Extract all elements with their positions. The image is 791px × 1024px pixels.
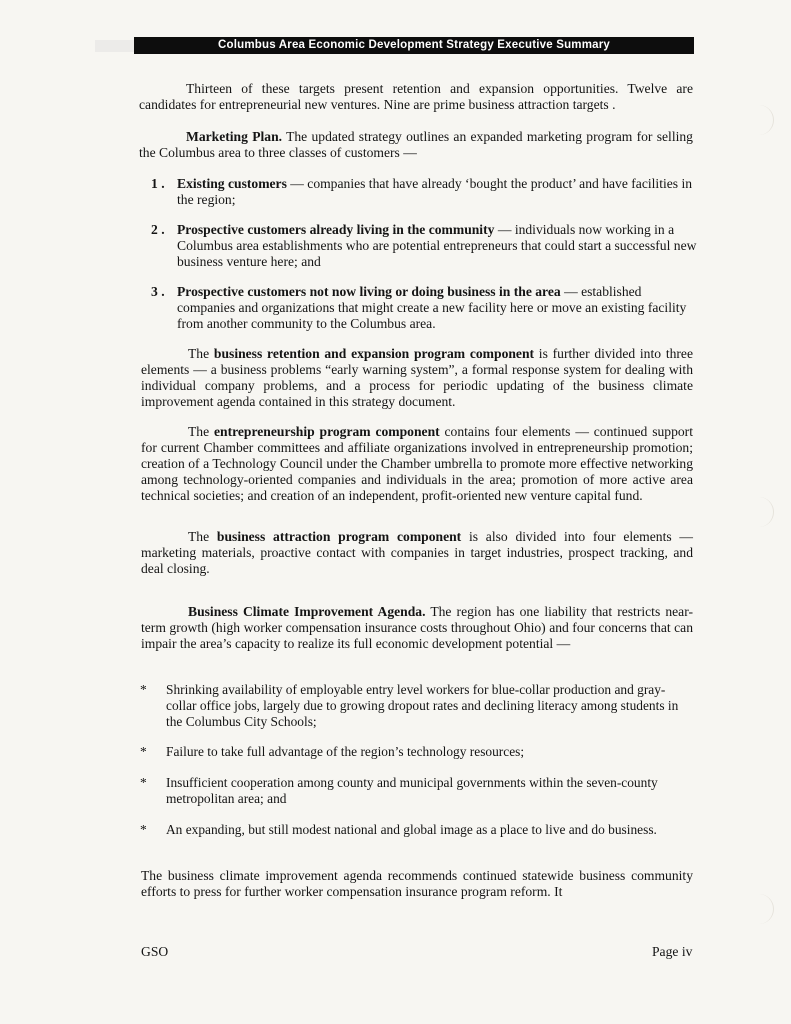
customer-text: — established companies and organizations that might create a new facility here or move an existing facility from another community to the Columbus area.	[177, 284, 687, 331]
customer-number: 3 .	[151, 284, 165, 299]
customer-text: — companies that have already ‘bought the product’ and have facilities in the region;	[177, 176, 693, 207]
customer-heading: Prospective customers not now living or doing business in the area	[177, 284, 561, 299]
concern-text: Failure to take full advantage of the region’s technology resources;	[166, 744, 525, 759]
customer-item-3	[151, 284, 697, 334]
marketing-plan-paragraph	[139, 129, 693, 161]
marketing-plan-text: The updated strategy outlines an expanded marketing program for selling the Columbus area to three classes of customers —	[139, 129, 693, 160]
scan-artifact	[95, 40, 135, 52]
retention-lead: The	[188, 346, 214, 361]
footer-org: GSO	[141, 944, 169, 959]
concern-item-3	[140, 775, 692, 809]
customer-item-1	[151, 176, 697, 210]
entrepreneurship-text: contains four elements — continued support for current Chamber committees and affiliate organizations involved in entrepreneurship promotion; creation of a Technology Council under the Chamber umbrella to promote more effective networking among technology-oriented companies and individuals in the area; promotion of more active area technical societies; and creation of an independent, profit-oriented new venture capital fund.	[141, 424, 693, 503]
entrepreneurship-lead: The	[188, 424, 214, 439]
closing-paragraph: The business climate improvement agenda recommends continued statewide business community efforts to press for further worker compensation insurance program reform. It	[141, 868, 693, 899]
customer-text: — individuals now working in a Columbus area establishments who are potential entrepreneurs that could start a successful new business venture here; and	[177, 222, 697, 269]
concern-text: An expanding, but still modest national and global image as a place to live and do business.	[166, 822, 657, 837]
bullet-asterisk: *	[140, 744, 147, 759]
punch-hole-mark	[755, 105, 774, 135]
customer-heading: Prospective customers already living in the community	[177, 222, 495, 237]
climate-text: The region has one liability that restricts near-term growth (high worker compensation insurance costs throughout Ohio) and four concerns that can impair the area’s capacity to realize its full economic development potential —	[141, 604, 693, 651]
punch-hole-mark	[755, 497, 774, 527]
intro-paragraph: Thirteen of these targets present retention and expansion opportunities. Twelve are candidates for entrepreneurial new ventures. Nine are prime business attraction targets .	[139, 81, 693, 112]
attraction-lead: The	[188, 529, 217, 544]
climate-paragraph	[141, 604, 693, 652]
attraction-paragraph	[141, 529, 693, 577]
customer-item-2	[151, 222, 697, 272]
retention-text: is further divided into three elements — a business problems “early warning system”, a formal response system for dealing with individual company problems, and a process for periodic updating of the business climate improvement agenda contained in this strategy document.	[141, 346, 693, 409]
marketing-plan-heading: Marketing Plan.	[186, 129, 283, 144]
bullet-asterisk: *	[140, 682, 147, 697]
bullet-asterisk: *	[140, 775, 147, 790]
entrepreneurship-paragraph	[141, 424, 693, 504]
attraction-text: is also divided into four elements — marketing materials, proactive contact with companies in target industries, prospect tracking, and deal closing.	[141, 529, 693, 576]
customer-heading: Existing customers	[177, 176, 287, 191]
retention-paragraph	[141, 346, 693, 410]
concern-text: Shrinking availability of employable entry level workers for blue-collar production and gray-collar office jobs, largely due to growing dropout rates and declining literacy among students in the Columbus City Schools;	[166, 682, 679, 729]
customer-number: 1 .	[151, 176, 165, 191]
attraction-heading: business attraction program component	[216, 529, 462, 544]
page-number: Page iv	[652, 944, 693, 959]
concern-item-2	[140, 744, 692, 762]
entrepreneurship-heading: entrepreneurship program component	[213, 424, 440, 439]
customer-number: 2 .	[151, 222, 165, 237]
concern-item-1	[140, 682, 692, 732]
bullet-asterisk: *	[140, 822, 147, 837]
retention-heading: business retention and expansion program component	[213, 346, 535, 361]
running-header: Columbus Area Economic Development Strategy Executive Summary	[134, 37, 694, 54]
concern-text: Insufficient cooperation among county and municipal governments within the seven-county metropolitan area; and	[166, 775, 658, 806]
punch-hole-mark	[755, 894, 774, 924]
concern-item-4	[140, 822, 692, 856]
climate-heading: Business Climate Improvement Agenda.	[188, 604, 426, 619]
